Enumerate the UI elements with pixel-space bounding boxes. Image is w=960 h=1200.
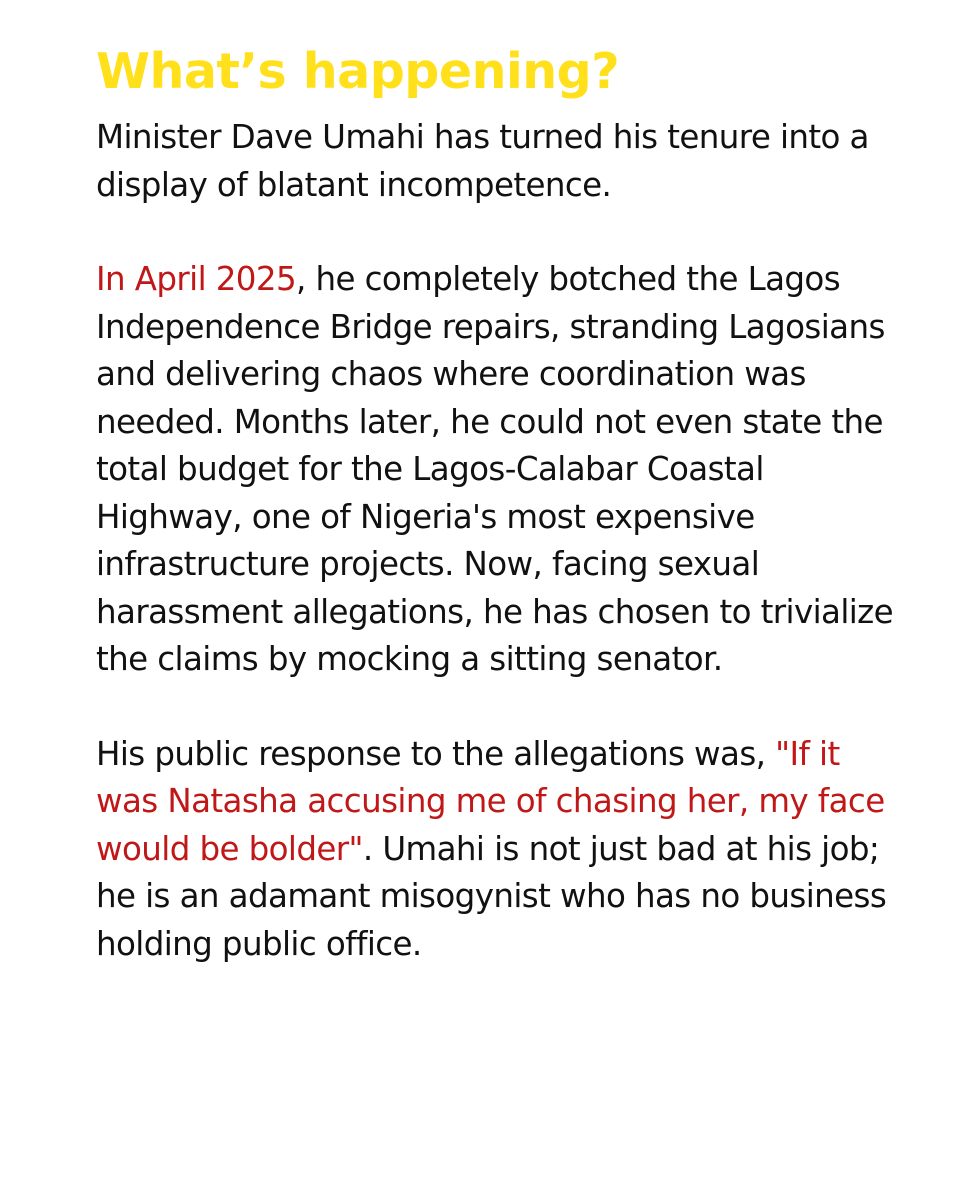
response-tail-text: . Umahi is not just bad at his job; he is an adamant misogynist who has no business holding public office. [96, 829, 887, 963]
incidents-paragraph [96, 256, 896, 684]
incidents-text: , he completely botched the Lagos Independence Bridge repairs, stranding Lagosians and delivering chaos where coordination was needed. Months later, he could not even state the total budget for the Lagos-Calabar Coastal Highway, one of Nigeria's most expensive infrastructure projects. Now, facing sexual harassment allegations, he has chosen to trivialize the claims by mocking a sitting senator. [96, 260, 894, 678]
page-title: What’s happening? [96, 43, 620, 100]
response-paragraph [96, 731, 896, 969]
article-card [96, 36, 896, 968]
intro-paragraph [96, 114, 896, 209]
intro-text: Minister Dave Umahi has turned his tenure into a display of blatant incompetence. [96, 118, 869, 204]
quote-highlight: "If it was Natasha accusing me of chasing her, my face would be bolder" [96, 734, 885, 868]
response-lead-text: His public response to the allegations was, [96, 734, 776, 773]
date-highlight: In April 2025 [96, 260, 297, 298]
